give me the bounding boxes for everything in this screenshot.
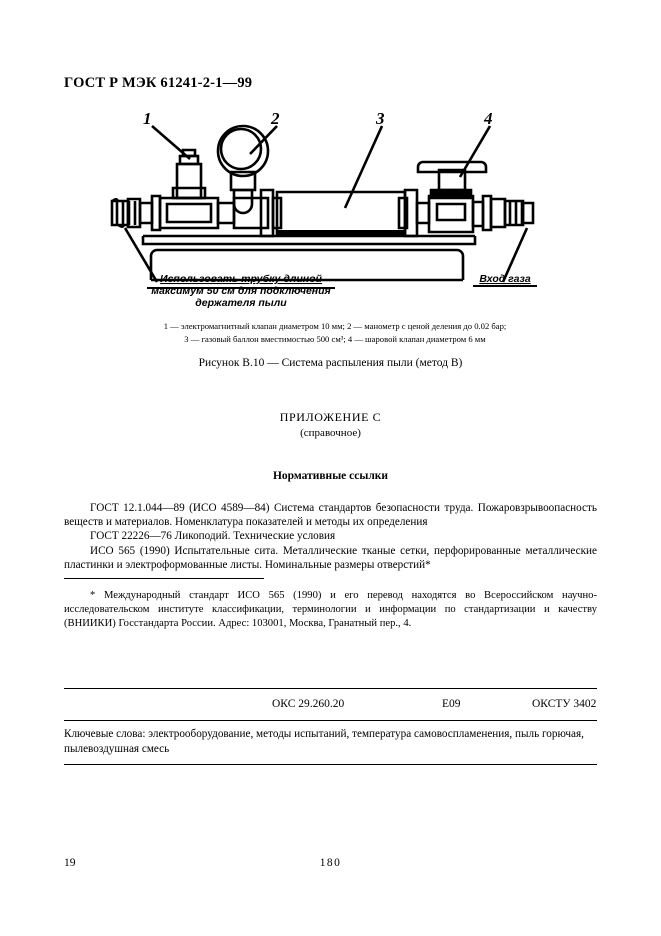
code-okstu: ОКСТУ 3402 bbox=[532, 698, 597, 710]
reference-item: ГОСТ 12.1.044—89 (ИСО 4589—84) Система стандартов безопасности труда. Пожаровзрывоопасность веществ и материалов. Номенклатура показателей и методы их определения bbox=[64, 502, 597, 529]
reference-item: ГОСТ 22226—76 Ликоподий. Технические условия bbox=[90, 530, 336, 543]
annotation-left-line-1: Использовать трубку длиной bbox=[160, 273, 322, 285]
callout-leader-2 bbox=[250, 126, 277, 154]
callout-number-4: 4 bbox=[484, 109, 493, 128]
ball-valve-body bbox=[429, 196, 473, 232]
classification-divider-top bbox=[64, 688, 597, 689]
hose-barb-left-body bbox=[112, 201, 128, 225]
callout-number-1: 1 bbox=[143, 109, 152, 128]
footnote-block bbox=[64, 589, 597, 631]
classification-divider-middle bbox=[64, 720, 597, 721]
section-title-normative-references: Нормативные ссылки bbox=[272, 470, 389, 482]
callout-number-2: 2 bbox=[271, 109, 280, 128]
classification-codes-row bbox=[64, 698, 597, 716]
keywords-text: Ключевые слова: электрооборудование, методы испытаний, температура самовоспламенения, пыль горючая, пылевоздушная смесь bbox=[64, 728, 584, 755]
manometer-stem bbox=[234, 190, 252, 213]
figure-legend-line-1: 1 — электромагнитный клапан диаметром 10 мм; 2 — манометр с ценой деления до 0.02 бар; bbox=[163, 321, 507, 331]
gas-cylinder-body bbox=[277, 192, 405, 234]
document-header-standard-number: ГОСТ Р МЭК 61241-2-1—99 bbox=[64, 75, 253, 91]
annotation-left-line-2: максимум 50 см для подключения bbox=[151, 285, 331, 297]
callout-leader-3 bbox=[345, 126, 382, 208]
code-oks: ОКС 29.260.20 bbox=[272, 698, 345, 710]
page-number-left: 19 bbox=[64, 857, 76, 869]
figure-legend-line-2: 3 — газовый баллон вместимостью 500 см³; 4 — шаровой клапан диаметром 6 мм bbox=[184, 334, 486, 344]
solenoid-valve-body bbox=[160, 198, 218, 228]
appendix-title: ПРИЛОЖЕНИЕ С bbox=[279, 410, 382, 424]
figure-legend bbox=[100, 320, 570, 346]
solenoid-coil bbox=[177, 164, 201, 198]
classification-divider-bottom bbox=[64, 764, 597, 765]
figure-diagram-svg bbox=[95, 104, 565, 319]
normative-references-list bbox=[64, 501, 597, 572]
annotation-left-line-3: держателя пыли bbox=[195, 297, 287, 309]
figure-caption: Рисунок В.10 — Система распыления пыли (метод В) bbox=[198, 357, 463, 369]
page-number-center: 180 bbox=[319, 857, 342, 869]
figure-dust-dispersion-system bbox=[95, 104, 565, 319]
footnote-divider bbox=[64, 578, 264, 579]
footnote-text: * Международный стандарт ИСО 565 (1990) и его перевод находятся во Всероссийском научно-исследовательском институте классификации, терминологии и информации по стандартизации и качеству (ВНИИКИ) Госстандарта России. Адрес: 103001, Москва, Гранатный пер., 4. bbox=[64, 590, 597, 629]
hose-barb-right-body bbox=[505, 201, 523, 225]
annotation-right-gas-inlet: Вход газа bbox=[479, 273, 531, 285]
appendix-subtitle: (справочное) bbox=[300, 427, 361, 439]
code-e: Е09 bbox=[442, 698, 461, 710]
reference-item: ИСО 565 (1990) Испытательные сита. Металлические тканые сетки, перфорированные металлические пластинки и электроформованные листы. Номинальные размеры отверстий* bbox=[64, 544, 597, 571]
callout-number-3: 3 bbox=[376, 109, 385, 128]
